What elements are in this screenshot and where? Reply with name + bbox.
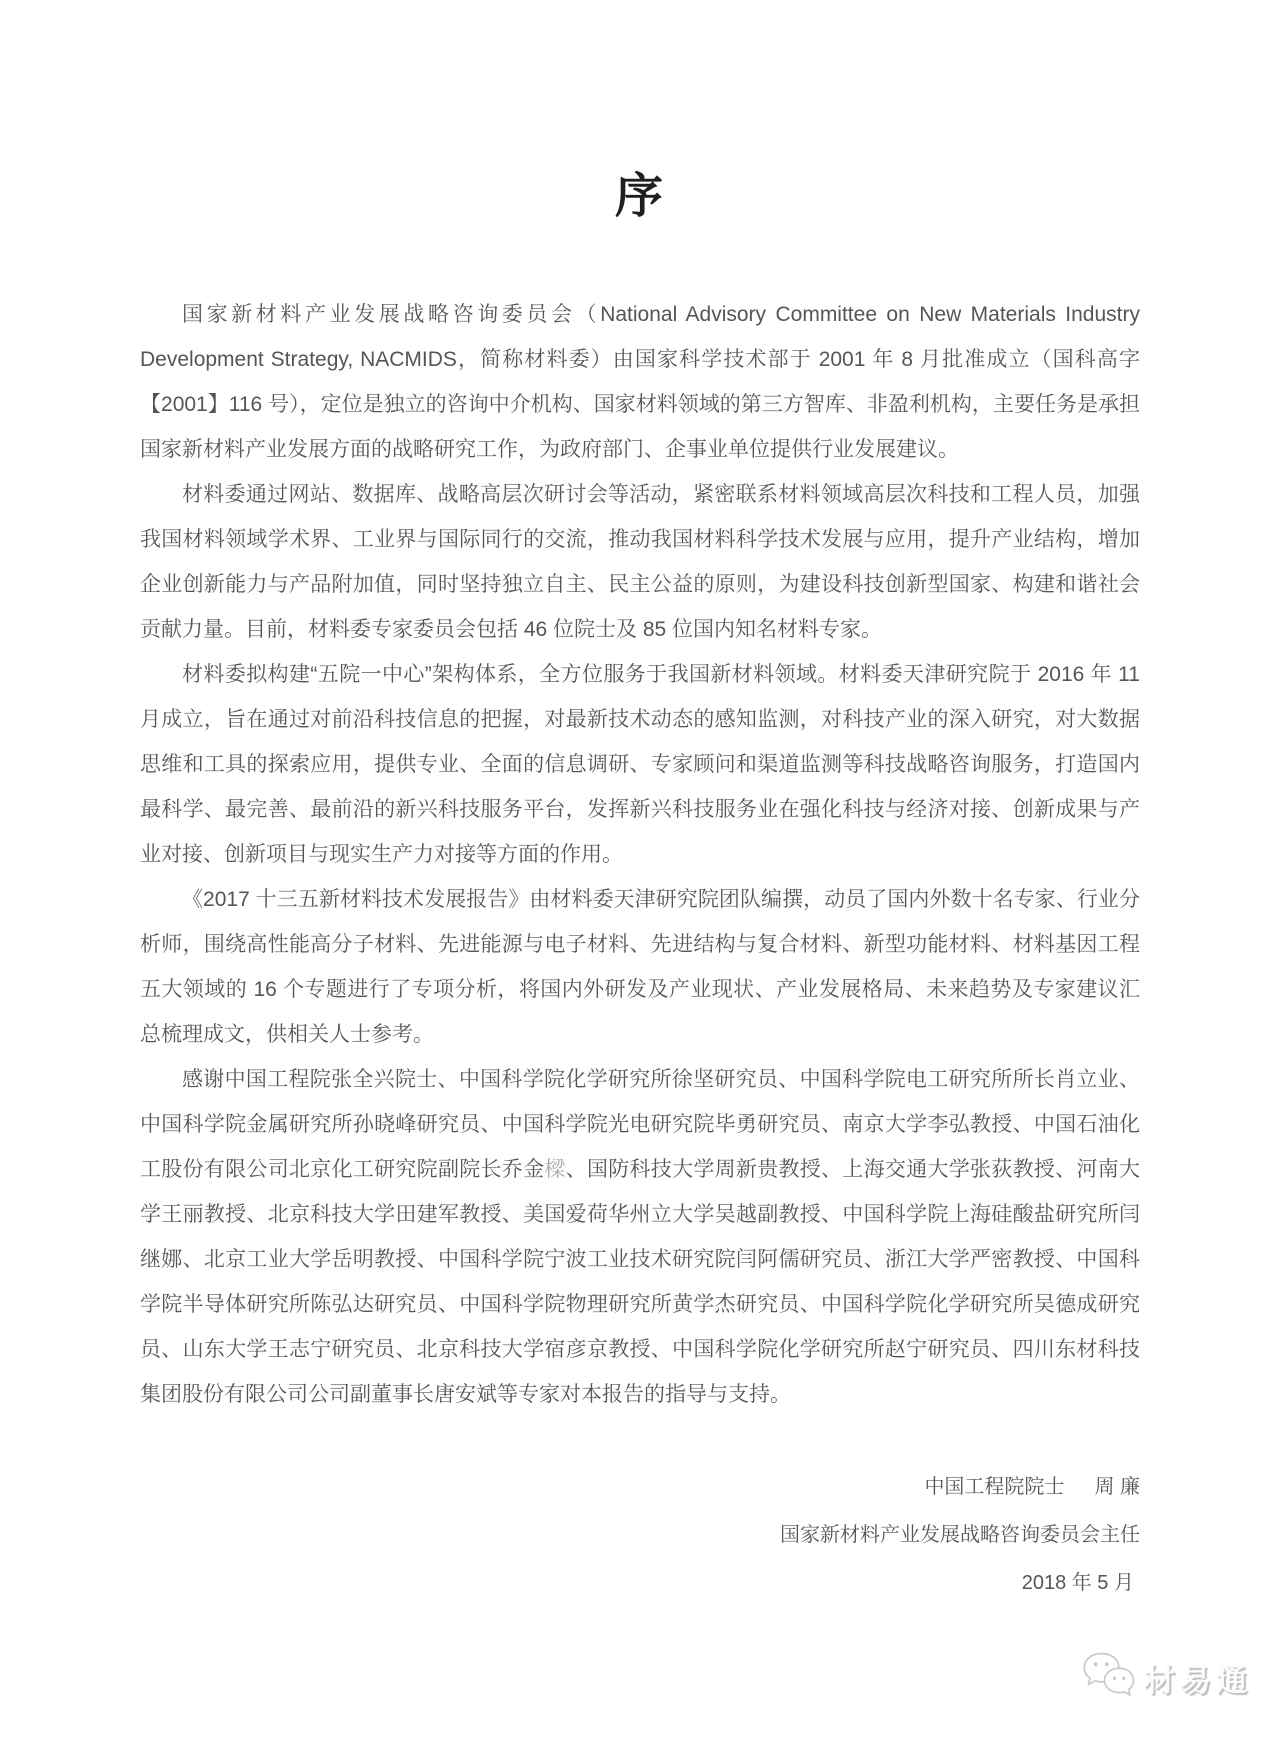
body-text [140, 292, 1140, 1417]
acknowledgement-part1: 感谢中国工程院张全兴院士、中国科学院化学研究所徐坚研究员、中国科学院电工研究所所长肖立业、中国科学院金属研究所孙晓峰研究员、中国科学院光电研究院毕勇研究员、南京大学李弘教授、中国石油化工股份有限公司北京化工研究院副院长乔金 [140, 1068, 1140, 1181]
signature-block [140, 1463, 1140, 1607]
paragraph-activities: 材料委通过网站、数据库、战略高层次研讨会等活动，紧密联系材料领域高层次科技和工程人员，加强我国材料领域学术界、工业界与国际同行的交流，推动我国材料科学技术发展与应用，提升产业结构，增加企业创新能力与产品附加值，同时坚持独立自主、民主公益的原则，为建设科技创新型国家、构建和谐社会贡献力量。目前，材料委专家委员会包括 46 位院士及 85 位国内知名材料专家。 [140, 483, 1140, 641]
page-title: 序 [614, 170, 665, 223]
paragraph-intro: 国家新材料产业发展战略咨询委员会（National Advisory Committee on New Materials Industry Development Strategy, NACMIDS，简称材料委）由国家科学技术部于 2001 年 8 月批准成立（国科高字【2001】116 号），定位是独立的咨询中介机构、国家材料领域的第三方智库、非盈利机构，主要任务是承担国家新材料产业发展方面的战略研究工作，为政府部门、企事业单位提供行业发展建议。 [140, 303, 1140, 461]
paragraph-structure: 材料委拟构建“五院一中心”架构体系，全方位服务于我国新材料领域。材料委天津研究院于 2016 年 11 月成立，旨在通过对前沿科技信息的把握，对最新技术动态的感知监测，对科技产业的深入研究，对大数据思维和工具的探索应用，提供专业、全面的信息调研、专家顾问和渠道监测等科技战略咨询服务，打造国内最科学、最完善、最前沿的新兴科技服务平台，发挥新兴科技服务业在强化科技与经济对接、创新成果与产业对接、创新项目与现实生产力对接等方面的作用。 [140, 663, 1140, 866]
acknowledgement-light-character: 樑 [544, 1158, 566, 1181]
signature-name: 周 廉 [1094, 1476, 1140, 1498]
paragraph-report: 《2017 十三五新材料技术发展报告》由材料委天津研究院团队编撰，动员了国内外数十名专家、行业分析师，围绕高性能高分子材料、先进能源与电子材料、先进结构与复合材料、新型功能材料、材料基因工程五大领域的 16 个专题进行了专项分析，将国内外研发及产业现状、产业发展格局、未来趋势及专家建议汇总梳理成文，供相关人士参考。 [140, 888, 1140, 1046]
watermark [1081, 1651, 1252, 1704]
paragraph-acknowledgement [140, 1057, 1140, 1417]
signature-role: 中国工程院院士 [924, 1476, 1065, 1498]
watermark-label: 材易通 [1144, 1663, 1252, 1698]
signature-role-line [140, 1463, 1140, 1511]
wechat-chat-bubbles-icon [1081, 1651, 1137, 1704]
signature-org-title: 国家新材料产业发展战略咨询委员会主任 [780, 1524, 1140, 1546]
signature-date: 2018 年 5 月 [1021, 1572, 1134, 1594]
acknowledgement-part2: 、国防科技大学周新贵教授、上海交通大学张荻教授、河南大学王丽教授、北京科技大学田建军教授、美国爱荷华州立大学吴越副教授、中国科学院上海硅酸盐研究所闫继娜、北京工业大学岳明教授、中国科学院宁波工业技术研究院闫阿儒研究员、浙江大学严密教授、中国科学院半导体研究所陈弘达研究员、中国科学院物理研究所黄学杰研究员、中国科学院化学研究所吴德成研究员、山东大学王志宁研究员、北京科技大学宿彦京教授、中国科学院化学研究所赵宁研究员、四川东材科技集团股份有限公司公司副董事长唐安斌等专家对本报告的指导与支持。 [140, 1158, 1141, 1406]
